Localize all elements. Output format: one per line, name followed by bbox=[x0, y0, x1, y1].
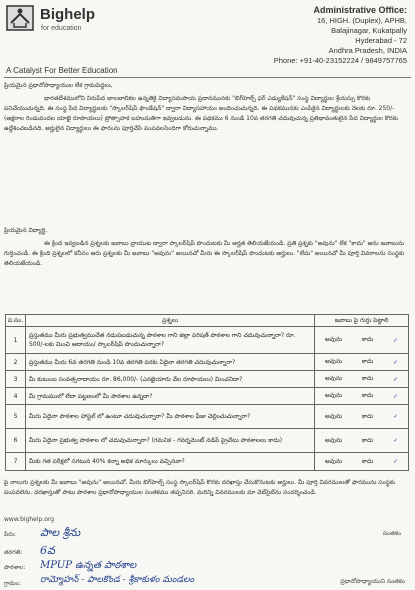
class-label: తరగతి: bbox=[4, 549, 23, 556]
col-header-number: ప.సం. bbox=[6, 315, 26, 327]
table-row bbox=[6, 405, 409, 429]
address-line: Balajinagar, Kukatpally bbox=[331, 26, 407, 35]
check-mark-icon: ✓ bbox=[393, 375, 399, 383]
check-mark-icon: ✓ bbox=[393, 458, 399, 465]
no-option[interactable]: కాదు bbox=[361, 457, 374, 465]
answer-cell bbox=[315, 327, 409, 354]
yes-option[interactable]: అవును bbox=[325, 336, 343, 343]
row-number: 5 bbox=[6, 405, 26, 429]
village-value[interactable]: రామ్మోహన్ - పాలకొండ - శ్రీకాకుళం మండలం bbox=[40, 575, 195, 585]
yes-option[interactable]: అవును bbox=[325, 392, 343, 399]
answer-cell bbox=[315, 371, 409, 388]
brand-subtitle: for education bbox=[41, 25, 82, 32]
address-line: Andhra Pradesh, INDIA bbox=[328, 46, 407, 55]
website-link[interactable]: www.bighelp.org bbox=[4, 516, 55, 523]
question-text: మీ కుటుంబ సంవత్సరాదాయం రూ. 86,000/- (ఎనభైయారు వేల రూపాయలు) మించనిదా? bbox=[25, 371, 314, 388]
table-row bbox=[6, 388, 409, 405]
table-row bbox=[6, 354, 409, 371]
footer-note: పై నాలుగు ప్రశ్నలకు మీ జవాబు "అవును" అయినచో, మీరు బిగ్‌హెల్ప్ సంస్థ స్కాలర్‌షిప్ కొరకు దరఖాస్తు చేసుకొనుటకు అర్హులు. మీ పూర్తి వివరములతో ఫారమును సంస్థకు పంపవలెను. దరఖాస్తుతో పాటు పాఠశాల ప్రధానోపాధ్యాయుల సంతకము తప్పనిసరి. మరిన్ని వివరములకు మా వెబ్‌సైట్‌ను సందర్శించండి. bbox=[4, 479, 396, 496]
row-number: 7 bbox=[6, 453, 26, 471]
address-line: 16, HIGH. (Duplex), APHB, bbox=[316, 16, 407, 25]
bighelp-logo-icon bbox=[6, 5, 34, 31]
no-option[interactable]: కాదు bbox=[361, 392, 374, 399]
brand-name: Bighelp bbox=[40, 6, 95, 23]
answer-cell bbox=[315, 453, 409, 471]
yes-option[interactable]: అవును bbox=[325, 358, 343, 365]
question-text: ప్రస్తుతము మీరు 6వ తరగతి నుండి 10వ తరగతి వరకు ఏదైనా తరగతి చదువుచున్నారా? bbox=[25, 354, 314, 371]
phone-number: Phone: +91-40-23152224 / 9849757765 bbox=[273, 56, 407, 65]
question-text: మీ గ్రామములో లేదా పట్టణంలో మీ పాఠశాల ఉన్నదా? bbox=[25, 388, 314, 405]
col-header-answer: జవాబు పై గుర్తు పెట్టాలి bbox=[315, 315, 409, 327]
school-label: పాఠశాల: bbox=[4, 564, 26, 571]
yes-option[interactable]: అవును bbox=[325, 412, 343, 420]
no-option[interactable]: కాదు bbox=[361, 436, 374, 444]
row-number: 3 bbox=[6, 371, 26, 388]
header-divider bbox=[4, 77, 411, 78]
question-text: ప్రస్తుతము మీరు ప్రభుత్వముచేత నడుపబడుచున్న పాఠశాల గాని జిల్లా పరిషత్ పాఠశాల గాని చదువుచున్నారా? రూ. 500/-లకు మించి ఆదాయం/ స్కాలర్‌షిప్ పొందుచున్నారా? bbox=[25, 327, 314, 354]
row-number: 2 bbox=[6, 354, 26, 371]
class-value[interactable]: 6వ bbox=[40, 544, 55, 557]
answer-cell bbox=[315, 405, 409, 429]
salutation-student: ప్రియమైన విద్యార్థి, bbox=[4, 227, 48, 234]
check-mark-icon: ✓ bbox=[393, 392, 399, 400]
check-mark-icon: ✓ bbox=[393, 336, 399, 344]
hm-signature-label: ప్రధానోపాధ్యాయుని సంతకం bbox=[340, 578, 405, 585]
row-number: 4 bbox=[6, 388, 26, 405]
yes-option[interactable]: అవును bbox=[325, 375, 343, 382]
name-value[interactable]: పాల శ్రీను bbox=[40, 526, 81, 539]
row-number: 1 bbox=[6, 327, 26, 354]
village-label: గ్రామం: bbox=[4, 580, 21, 587]
yes-option[interactable]: అవును bbox=[325, 436, 343, 444]
salutation-teacher: ప్రియమైన ప్రధానోపాధ్యాయుల లేక గ్రామపెద్దలు, bbox=[4, 82, 113, 89]
no-option[interactable]: కాదు bbox=[361, 375, 374, 382]
table-row bbox=[6, 327, 409, 354]
question-text: మీరు ఏదైనా పాఠశాల హాస్టల్ లో ఉంటూ చదువుచున్నారా? మీ పాఠశాల ఫీజు చెల్లించుచున్నారా? bbox=[25, 405, 314, 429]
no-option[interactable]: కాదు bbox=[361, 336, 374, 343]
check-mark-icon: ✓ bbox=[393, 413, 399, 420]
question-text: మీకు గత పరీక్షలో సగటున 40% కన్నా అధిక మార్కులు వచ్చినవా? bbox=[25, 453, 314, 471]
intro-paragraph: భారతదేశములోని నిరుపేద బాలబాలికల ఉన్నతికై విద్యాసదుపాయ ప్రదానమునకు "బిగ్‌హెల్ప్ ఫర్ ఎడ్యుకేషన్" సంస్థ విద్యార్థుల శ్రేయస్సు కొరకు పనిచేయుచున్నది. ఈ సంస్థ పేద విద్యార్థులకు "స్కాలర్‌షిప్ ఫౌండేషన్" ద్వారా విద్యాసహాయం అందించుచున్నది. ఈ పథకమునకు ఎంపికైన విద్యార్థులకు నెలకు రూ. 250/- (అక్షరాల రెండువందల యాభై రూపాయలు) ప్రోత్సాహక బహుమతిగా ఇవ్వబడును. ఈ పథకము 6 నుండి 10వ తరగతి చదువుచున్న ప్రతిభావంతులైన పేద విద్యార్థుల కొరకు ఉద్దేశించబడినది. అర్హులైన విద్యార్థులు ఈ ఫారంను పూర్తిచేసి పంపవలసిందిగా కోరుచున్నాము. bbox=[4, 95, 398, 132]
office-address bbox=[227, 4, 407, 66]
table-row bbox=[6, 429, 409, 453]
instructions-paragraph: ఈ క్రింద ఇవ్వబడిన ప్రశ్నలకు జవాబు వ్రాయుట ద్వారా స్కాలర్‌షిప్ పొందుటకు మీ అర్హత తెలియజేయండి. ప్రతి ప్రశ్నకు "అవును" లేక "కాదు" అను జవాబును గుర్తించండి. ఈ క్రింది ప్రశ్నలలో కనీసం ఆరు ప్రశ్నలకు మీ జవాబు "అవును" అయినచో మీరు ఈ స్కాలర్‌షిప్ పొందుటకు అర్హులు. "లేదు" అయినచో మీ పూర్తి వివరాలను సంస్థకు తెలియజేయండి. bbox=[4, 240, 405, 267]
no-option[interactable]: కాదు bbox=[361, 412, 374, 420]
eligibility-table bbox=[5, 314, 409, 471]
table-row bbox=[6, 371, 409, 388]
tagline: A Catalyst For Better Education bbox=[6, 66, 118, 75]
answer-cell bbox=[315, 388, 409, 405]
col-header-question: ప్రశ్నలు bbox=[25, 315, 314, 327]
table-header-row bbox=[6, 315, 409, 327]
question-text: మీరు ఏదైనా ప్రభుత్వ పాఠశాల లో చదువుచున్నారా? (గమనిక - గవర్నమెంట్ నడిపే ప్రైవేటు పాఠశాలలు కాదు) bbox=[25, 429, 314, 453]
table-row bbox=[6, 453, 409, 471]
school-value[interactable]: MPUP ఉన్నత పాఠశాల bbox=[40, 560, 137, 571]
answer-cell bbox=[315, 354, 409, 371]
signature-label: సంతకం bbox=[382, 530, 401, 537]
yes-option[interactable]: అవును bbox=[325, 457, 343, 465]
no-option[interactable]: కాదు bbox=[361, 358, 374, 365]
name-label: పేరు: bbox=[4, 531, 16, 538]
check-mark-icon: ✓ bbox=[393, 358, 399, 366]
check-mark-icon: ✓ bbox=[393, 437, 399, 444]
answer-cell bbox=[315, 429, 409, 453]
row-number: 6 bbox=[6, 429, 26, 453]
address-line: Hyderabad - 72 bbox=[355, 36, 407, 45]
office-title: Administrative Office: bbox=[313, 5, 407, 15]
